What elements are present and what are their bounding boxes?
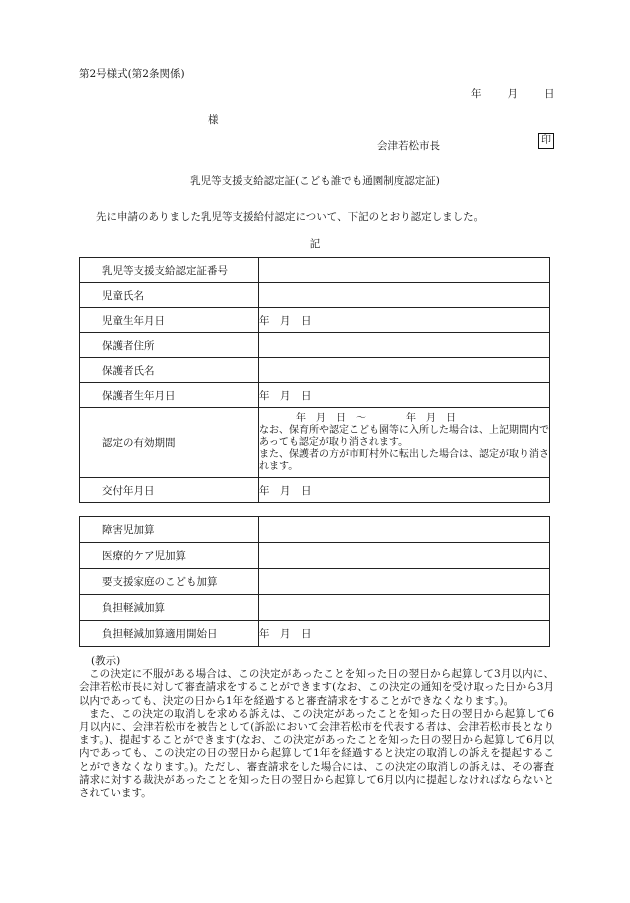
row-label: 児童生年月日 [80, 308, 259, 333]
row-label: 要支援家庭のこども加算 [80, 569, 259, 595]
issuer-name: 会津若松市長 [377, 140, 440, 152]
table-row [80, 383, 550, 408]
row-value [259, 258, 550, 283]
ki-heading: 記 [309, 238, 321, 250]
table-row [80, 308, 550, 333]
row-label: 保護者住所 [80, 333, 259, 358]
table-row [80, 621, 550, 647]
row-label: 負担軽減加算 [80, 595, 259, 621]
notes-heading: (教示) [91, 655, 121, 667]
row-value [259, 569, 550, 595]
issue-date-line [471, 86, 555, 101]
table-row [80, 517, 550, 543]
addressee-suffix: 様 [208, 114, 219, 126]
form-number: 第2号様式(第2条関係) [79, 68, 185, 80]
additions-table [79, 516, 550, 647]
row-label: 医療的ケア児加算 [80, 543, 259, 569]
validity-date-range: 年 月 日 ～ 年 月 日 [296, 412, 456, 424]
document-title: 乳児等支援支給認定証(こども誰でも通園制度認定証) [190, 175, 440, 187]
table-row [80, 283, 550, 308]
table-row [80, 595, 550, 621]
certification-table [79, 257, 550, 503]
day-label: 日 [544, 88, 555, 100]
row-value: 年 月 日 [259, 308, 550, 333]
instruction-notes [79, 655, 554, 800]
row-value [259, 333, 550, 358]
row-value: 年 月 日 [259, 478, 550, 503]
row-value [259, 517, 550, 543]
row-label: 障害児加算 [80, 517, 259, 543]
validity-row [80, 408, 550, 478]
table-row [80, 569, 550, 595]
year-label: 年 [471, 88, 482, 100]
table-row [80, 333, 550, 358]
row-value [259, 595, 550, 621]
month-label: 月 [507, 88, 518, 100]
table-row [80, 358, 550, 383]
row-value: 年 月 日 [259, 621, 550, 647]
row-label: 交付年月日 [80, 478, 259, 503]
row-label: 児童氏名 [80, 283, 259, 308]
validity-note-2: また、保護者の方が市町村外に転出した場合は、認定が取り消されます。 [259, 448, 549, 472]
row-label: 負担軽減加算適用開始日 [80, 621, 259, 647]
row-label: 認定の有効期間 [80, 408, 259, 478]
notes-paragraph-1: この決定に不服がある場合は、この決定があったことを知った日の翌日から起算して3月以内に、会津若松市長に対して審査請求をすることができます(なお、この決定の通知を受け取った日から3月以内であっても、決定の日から1年を経過すると審査請求をすることができなくなります。)。 [79, 668, 554, 707]
row-value [259, 283, 550, 308]
validity-value [259, 408, 550, 478]
table-row [80, 258, 550, 283]
table-row [80, 478, 550, 503]
row-label: 保護者氏名 [80, 358, 259, 383]
row-value [259, 358, 550, 383]
validity-note-1: なお、保育所や認定こども園等に入所した場合は、上記期間内であっても認定が取り消されます。 [259, 424, 549, 448]
seal-mark: 印 [538, 133, 554, 149]
row-label: 乳児等支援支給認定証番号 [80, 258, 259, 283]
row-value: 年 月 日 [259, 383, 550, 408]
row-value [259, 543, 550, 569]
row-label: 保護者生年月日 [80, 383, 259, 408]
table-row [80, 543, 550, 569]
intro-text: 先に申請のありました乳児等支援給付認定について、下記のとおり認定しました。 [96, 211, 485, 223]
notes-paragraph-2: また、この決定の取消しを求める訴えは、この決定があったことを知った日の翌日から起算して6月以内に、会津若松市を被告として(訴訟において会津若松市を代表する者は、会津若松市長となります。)、提起することができます(なお、この決定があったことを知った日の翌日から起算して6月以内であっても、この決定の日の翌日から起算して1年を経過すると決定の取消しの訴えを提起することができなくなります。)。ただし、審査請求をした場合には、この決定の取消しの訴えは、その審査請求に対する裁決があったことを知った日の翌日から起算して6月以内に提起しなければならないとされています。 [79, 707, 554, 800]
